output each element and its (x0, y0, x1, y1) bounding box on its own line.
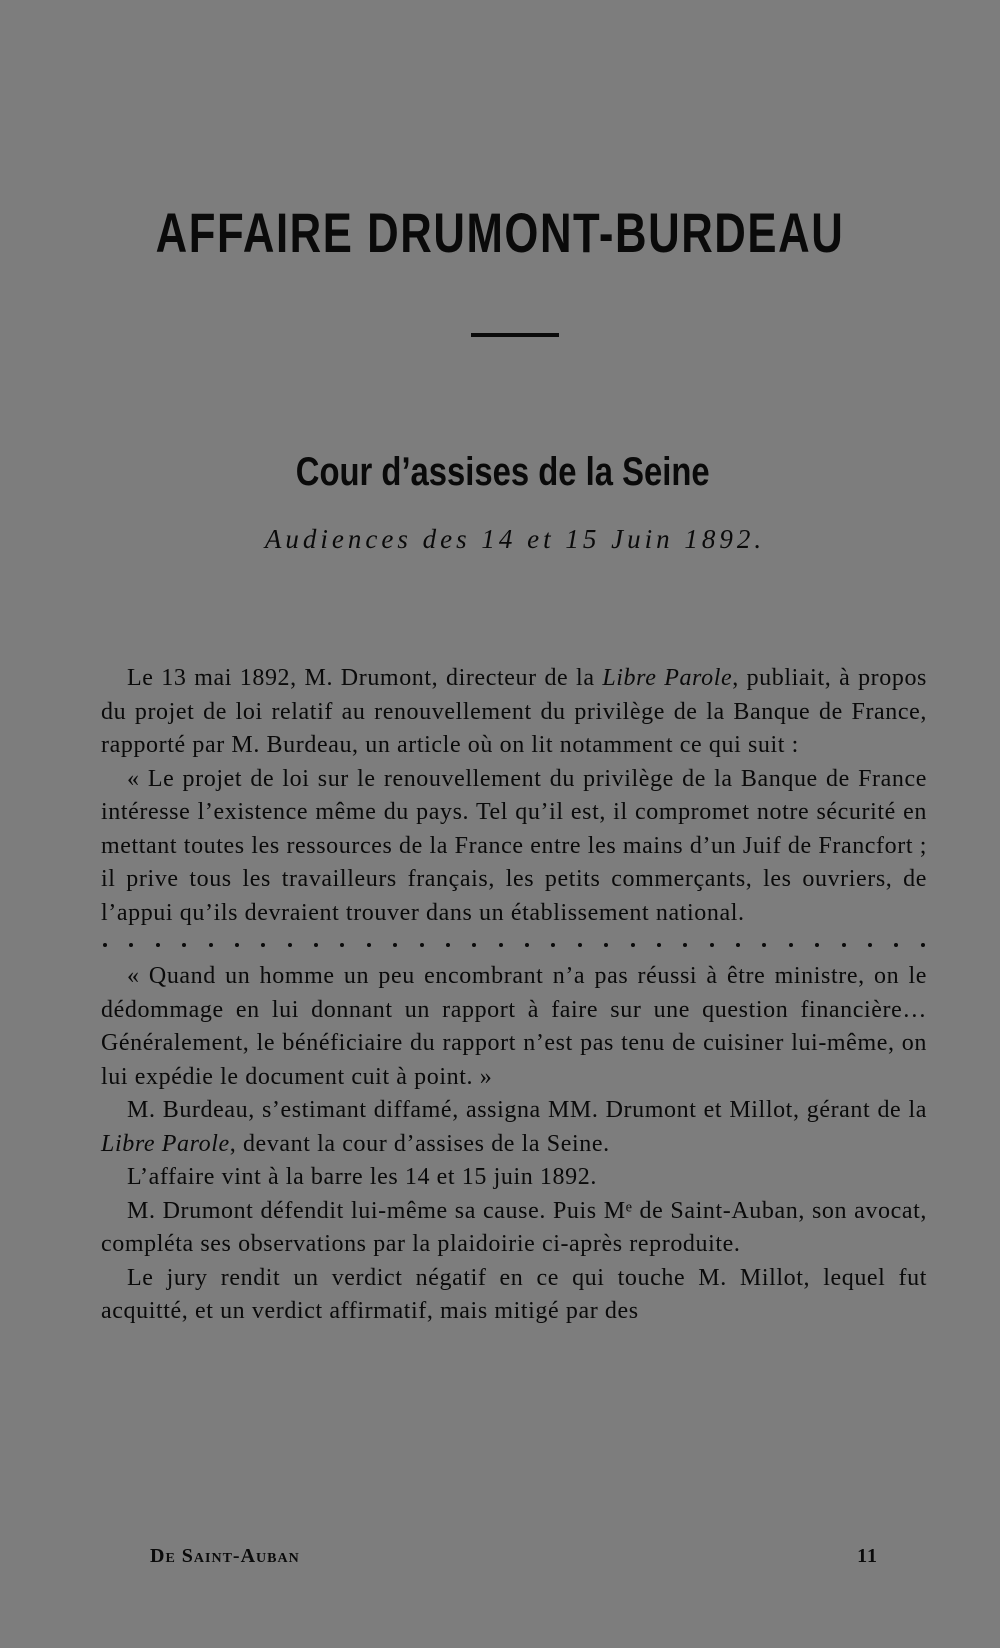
paragraph-3-quote: « Quand un homme un peu encombrant n’a pas réussi à être ministre, on le dédommage en lui donnant un rapport à faire sur une question financière… Généralement, le bénéficiaire du rapport n’est pas tenu de cuisiner lui-même, on lui expédie le document cuit à point. » (101, 963, 927, 1090)
title-rule (471, 333, 559, 337)
page-title: AFFAIRE DRUMONT-BURDEAU (155, 201, 845, 264)
page-subtitle: Cour d’assises de la Seine (295, 450, 710, 494)
dateline: Audiences des 14 et 15 Juin 1892. (264, 524, 766, 554)
paragraph-5: L’affaire vint à la barre les 14 et 15 juin 1892. (127, 1164, 597, 1190)
page-number: 11 (857, 1545, 878, 1567)
newspaper-title: Libre Parole (602, 665, 733, 691)
footer-signature: De Saint-Auban (150, 1545, 300, 1567)
paragraph-1: Le 13 mai 1892, M. Drumont, directeur de la Libre Parole, publiait, à propos du projet de loi relatif au renouvellement du privilège de la Banque de France, rapporté par M. Burdeau, un article où on lit notamment ce qui suit : (101, 665, 928, 758)
paragraph-6: M. Drumont défendit lui-même sa cause. Puis Mᵉ de Saint-Auban, son avocat, compléta ses observations par la plaidoirie ci-après reproduite. (101, 1197, 927, 1257)
paragraph-7: Le jury rendit un verdict négatif en ce qui touche M. Millot, lequel fut acquitté, et un verdict affirmatif, mais mitigé par des (101, 1264, 927, 1324)
paragraph-2-quote: « Le projet de loi sur le renouvellement du privilège de la Banque de France intéresse l’existence même du pays. Tel qu’il est, il compromet notre sécurité en mettant toutes les ressources de la France entre les mains d’un Juif de Francfort ; il prive tous les travailleurs français, les petits commerçants, les ouvriers, de l’appui qu’ils devraient trouver dans un établissement national. (101, 765, 927, 926)
newspaper-title: Libre Parole (101, 1130, 230, 1157)
ellipsis-dots-row (101, 930, 927, 960)
body-text (101, 662, 927, 1329)
paragraph-4: M. Burdeau, s’estimant diffamé, assigna MM. Drumont et Millot, gérant de la Libre Parole, devant la cour d’assises de la Seine. (101, 1097, 927, 1157)
page-footer (150, 1545, 878, 1568)
